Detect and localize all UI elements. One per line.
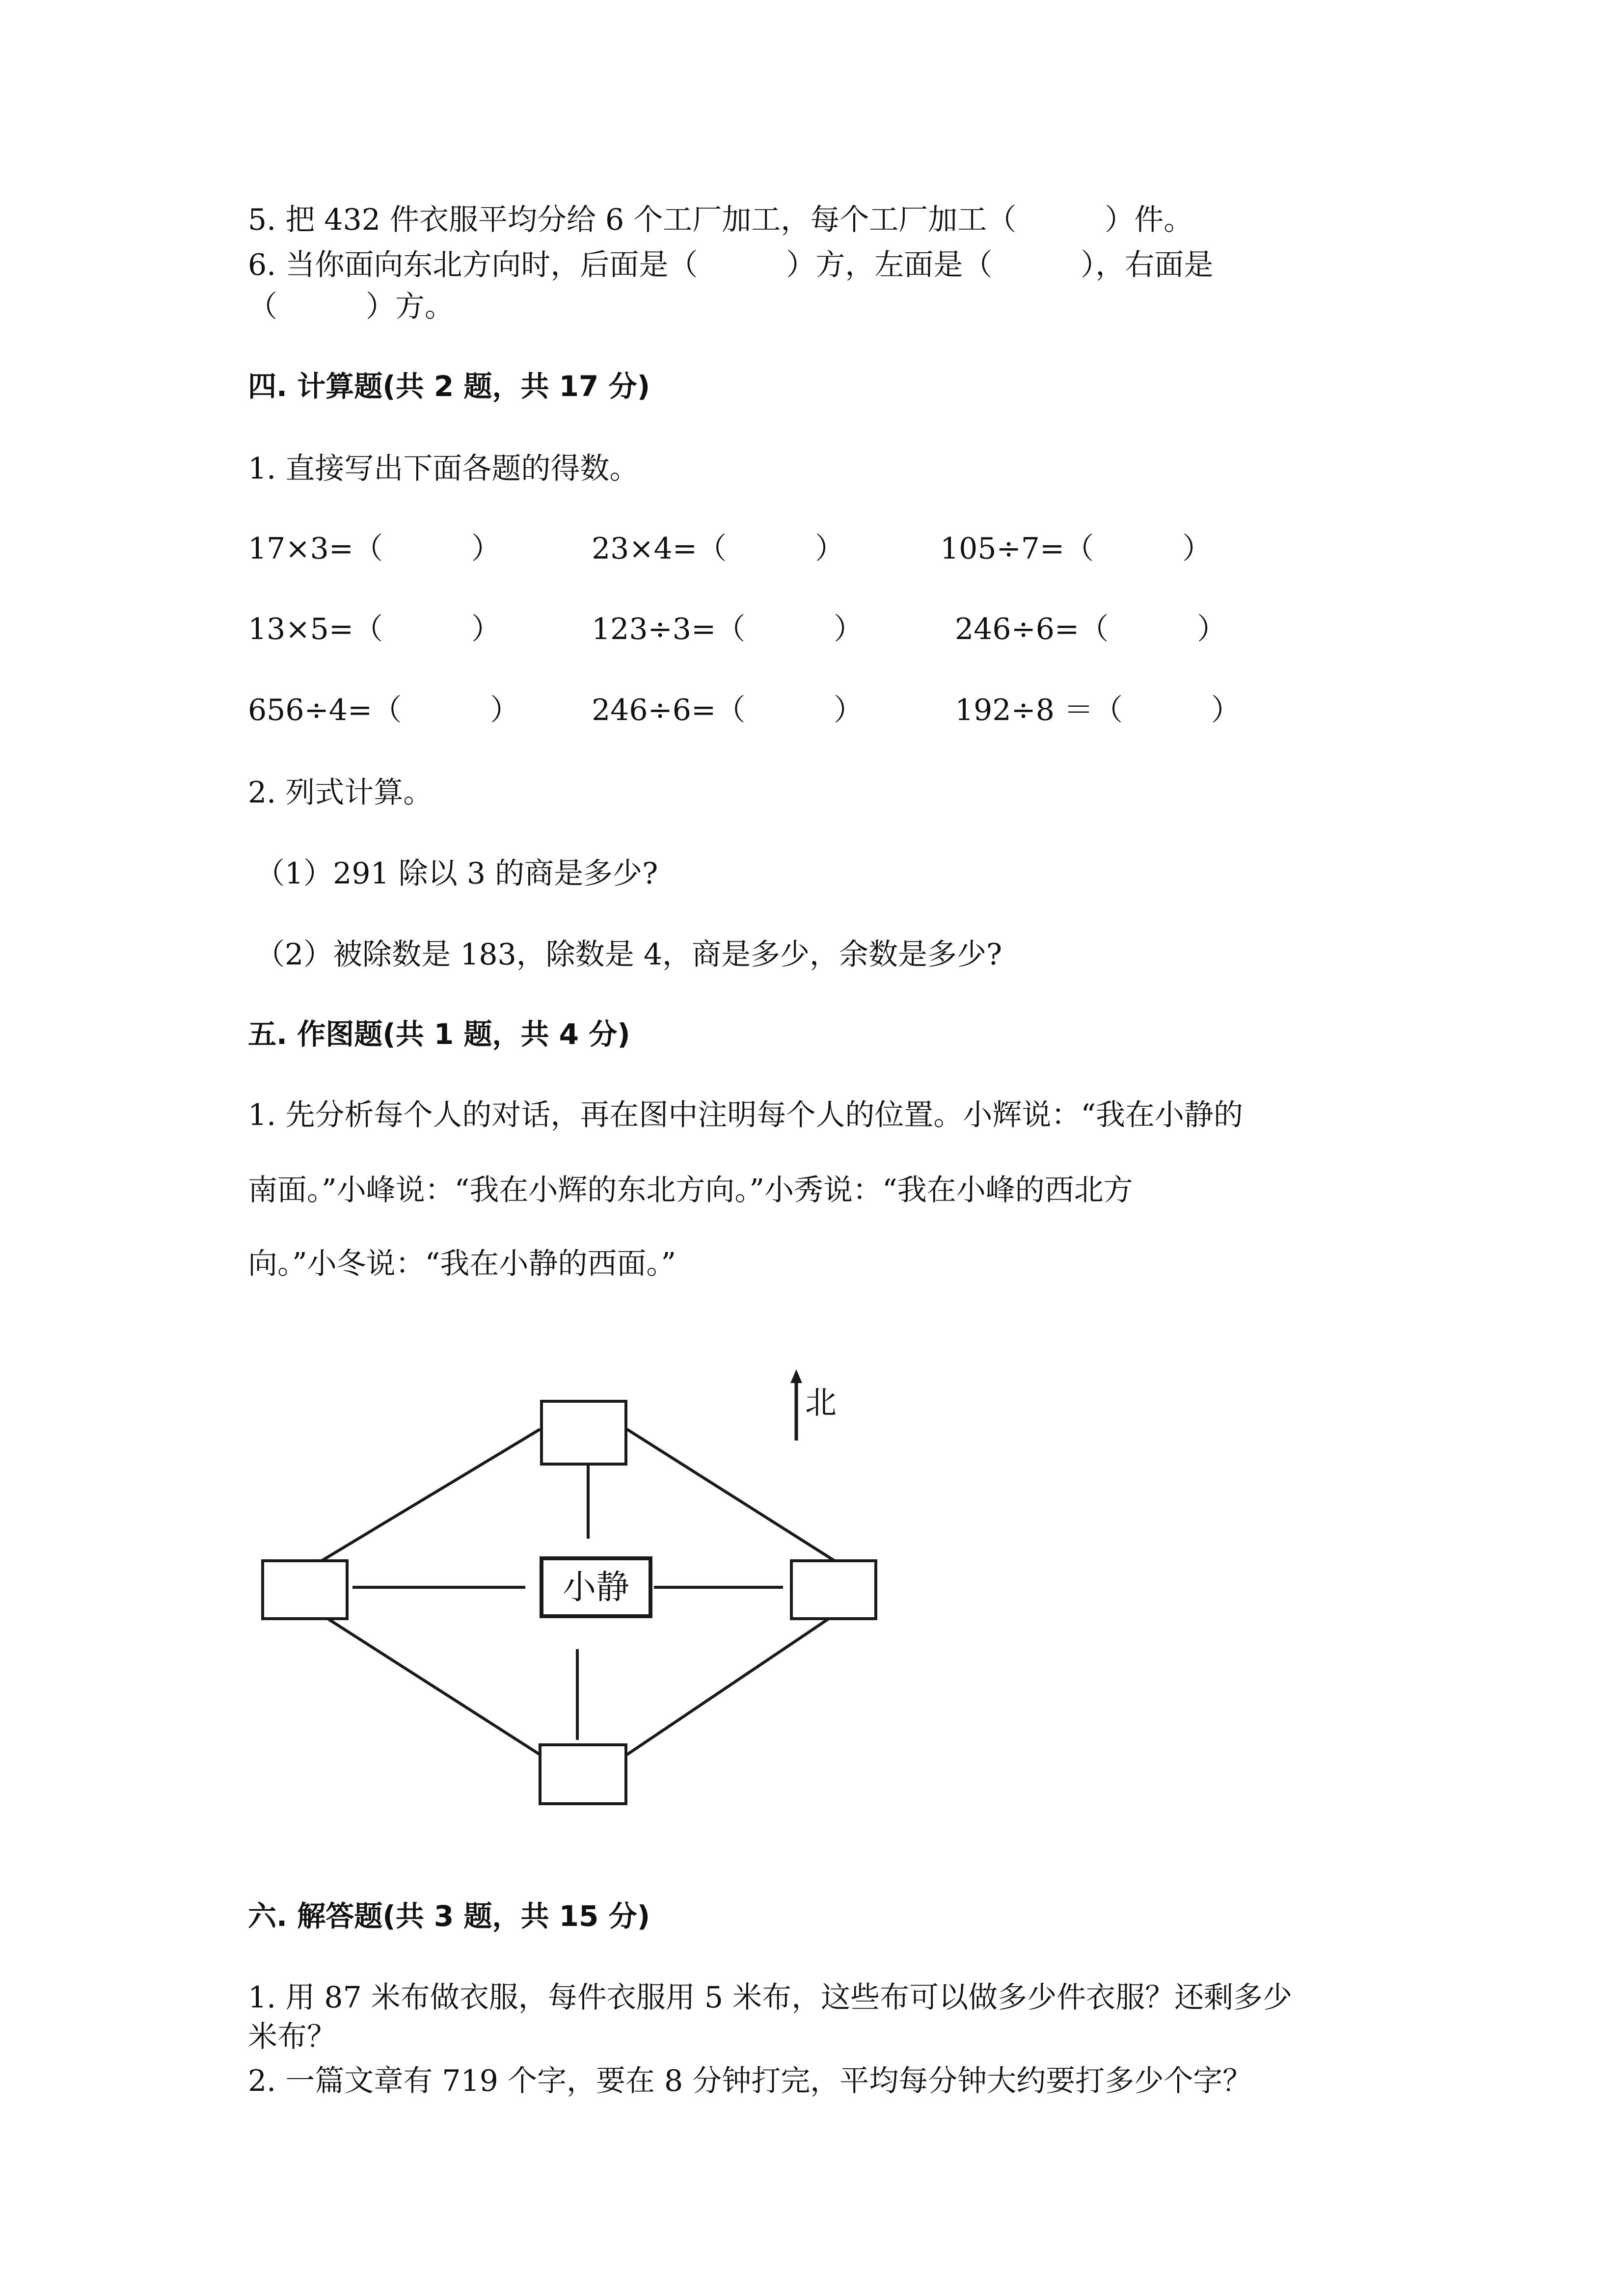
section-5-heading: 五. 作图题(共 1 题，共 4 分): [248, 1017, 630, 1051]
diagram-box-west: [263, 1561, 347, 1619]
calc-item: 123÷3=（ ）: [592, 612, 864, 646]
question-4-2-sub1: （1）291 除以 3 的商是多少?: [255, 856, 658, 891]
question-5-1-line3: 向。”小冬说：“我在小静的西面。”: [248, 1247, 677, 1281]
question-3-6-line2: （ ）方。: [248, 290, 454, 324]
calc-item: 17×3=（ ）: [248, 532, 501, 566]
diagram-edge-north-west: [322, 1429, 540, 1561]
diagram-center-label: 小静: [562, 1568, 630, 1607]
question-4-1-prompt: 1. 直接写出下面各题的得数。: [248, 452, 639, 486]
question-4-2-sub2: （2）被除数是 183，除数是 4，商是多少，余数是多少?: [255, 937, 1002, 972]
question-6-2: 2. 一篇文章有 719 个字，要在 8 分钟打完，平均每分钟大约要打多少个字？: [248, 2064, 1252, 2098]
diagram-edge-south-east: [627, 1615, 835, 1755]
diagram-box-north: [541, 1401, 626, 1464]
calc-item: 23×4=（ ）: [592, 532, 845, 566]
question-3-6-line1: 6. 当你面向东北方向时，后面是（ ）方，左面是（ ），右面是: [248, 248, 1214, 282]
diagram-edge-south-west: [322, 1615, 540, 1755]
diagram-box-south: [540, 1745, 626, 1804]
question-6-1-line2: 米布？: [248, 2020, 336, 2054]
question-5-1-line1: 1. 先分析每个人的对话，再在图中注明每个人的位置。小辉说：“我在小静的: [248, 1098, 1243, 1132]
question-3-5: 5. 把 432 件衣服平均分给 6 个工厂加工，每个工厂加工（ ）件。: [248, 203, 1193, 237]
section-4-heading: 四. 计算题(共 2 题，共 17 分): [248, 370, 650, 403]
calc-item: 13×5=（ ）: [248, 612, 501, 646]
diagram-box-east: [791, 1561, 876, 1619]
question-6-1-line1: 1. 用 87 米布做衣服，每件衣服用 5 米布，这些布可以做多少件衣服？还剩多少: [248, 1980, 1293, 2015]
calc-item: 105÷7=（ ）: [940, 532, 1212, 566]
north-arrow-icon: [790, 1369, 802, 1383]
question-4-2-prompt: 2. 列式计算。: [248, 775, 433, 810]
calc-item: 246÷6=（ ）: [955, 612, 1227, 646]
calc-item: 192÷8 ＝（ ）: [955, 693, 1241, 727]
diagram-edge-north-east: [627, 1429, 835, 1561]
calc-item: 656÷4=（ ）: [248, 693, 520, 727]
question-5-1-line2: 南面。”小峰说：“我在小辉的东北方向。”小秀说：“我在小峰的西北方: [248, 1173, 1133, 1207]
north-label: 北: [805, 1385, 837, 1421]
section-6-heading: 六. 解答题(共 3 题，共 15 分): [248, 1899, 650, 1933]
calc-item: 246÷6=（ ）: [592, 693, 864, 727]
